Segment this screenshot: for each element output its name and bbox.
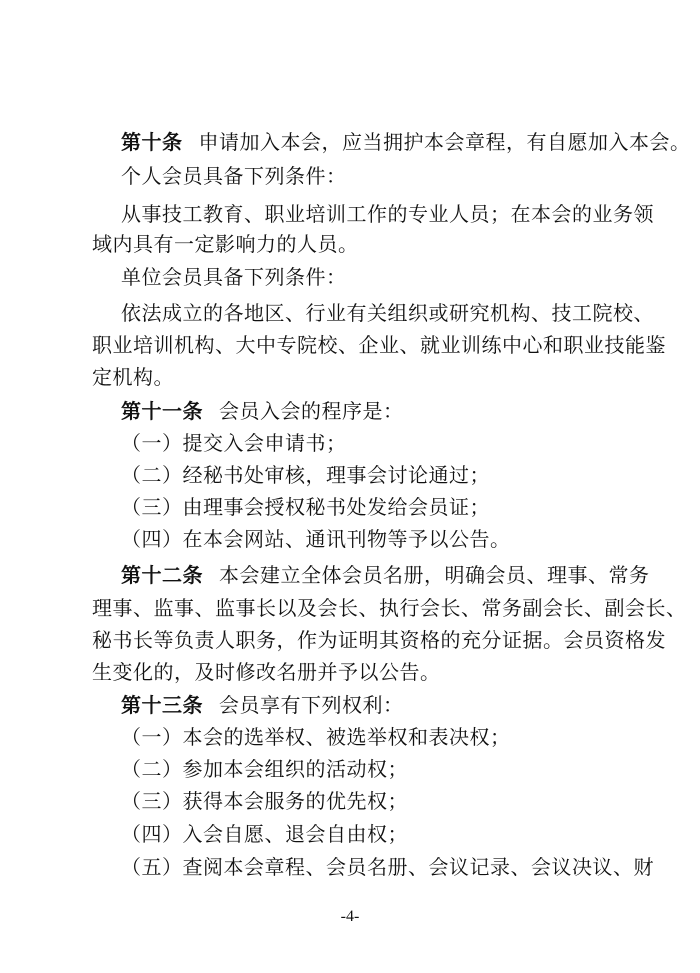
article-13-item: （四）入会自愿、退会自由权；: [121, 822, 408, 846]
article-12-text-line-3: 秘书长等负责人职务，作为证明其资格的充分证据。会员资格发: [92, 628, 666, 652]
article-11-item: （一）提交入会申请书；: [121, 431, 347, 455]
article-11-item: （三）由理事会授权秘书处发给会员证；: [121, 495, 490, 519]
article-13-item: （二）参加本会组织的活动权；: [121, 757, 408, 781]
article-10-line: [121, 127, 691, 157]
unit-condition-line-3: 定机构。: [92, 365, 174, 389]
article-13-item: （一）本会的选举权、被选举权和表决权；: [121, 725, 511, 749]
article-12-text-line-4: 生变化的，及时修改名册并予以公告。: [92, 660, 441, 684]
article-12-heading: 第十二条: [121, 563, 203, 587]
article-10-heading: 第十条: [121, 130, 183, 154]
article-10-text: 申请加入本会，应当拥护本会章程，有自愿加入本会。: [198, 130, 691, 154]
article-12-text-line-2: 理事、监事、监事长以及会长、执行会长、常务副会长、副会长、: [92, 596, 687, 620]
article-13-item: （三）获得本会服务的优先权；: [121, 789, 408, 813]
unit-condition-line-1: 依法成立的各地区、行业有关组织或研究机构、技工院校、: [121, 301, 654, 325]
article-11-item: （二）经秘书处审核，理事会讨论通过；: [121, 463, 490, 487]
article-12-text-line-1: 本会建立全体会员名册，明确会员、理事、常务: [219, 563, 650, 587]
unit-member-title: 单位会员具备下列条件：: [121, 265, 347, 289]
article-12-line: [121, 560, 661, 590]
article-13-item: （五）查阅本会章程、会员名册、会议记录、会议决议、财: [121, 855, 654, 879]
article-11-heading: 第十一条: [121, 399, 203, 423]
individual-condition-line-2: 域内具有一定影响力的人员。: [92, 232, 359, 256]
unit-condition-line-2: 职业培训机构、大中专院校、企业、就业训练中心和职业技能鉴: [92, 333, 666, 357]
individual-condition-line-1: 从事技工教育、职业培训工作的专业人员；在本会的业务领: [121, 202, 654, 226]
article-11-text: 会员入会的程序是：: [219, 399, 404, 423]
article-11-line: [121, 396, 661, 426]
article-13-text: 会员享有下列权利：: [219, 693, 404, 717]
article-11-item: （四）在本会网站、通讯刊物等予以公告。: [121, 527, 511, 551]
page-number: -4-: [340, 908, 360, 925]
article-13-heading: 第十三条: [121, 693, 203, 717]
article-13-line: [121, 690, 661, 720]
individual-member-title: 个人会员具备下列条件：: [121, 164, 347, 188]
